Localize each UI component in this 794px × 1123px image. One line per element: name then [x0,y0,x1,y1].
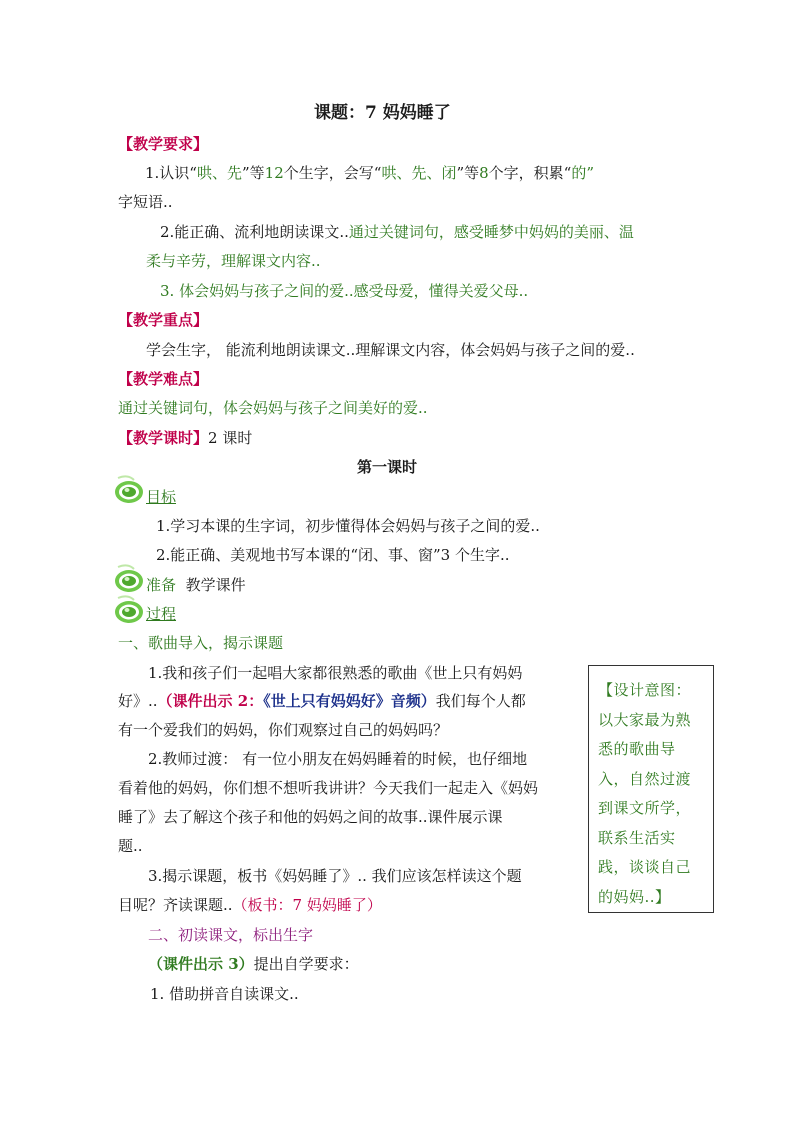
leaf-icon [112,474,146,506]
lesson-heading: 第一课时 [357,458,418,476]
s1-p2d: 题.. [118,837,143,855]
text: 提出自学要求： [253,955,359,973]
requirement-2 [160,222,634,242]
design-intent-text: 【设计意图：以大家最为熟悉的歌曲导入，自然过渡到课文所学，联系生活实践，谈谈自己的妈妈..】 [598,681,692,906]
section-1-heading: 一、歌曲导入，揭示课题 [118,634,284,652]
text: 的 [571,164,587,182]
preparation-value: 教学课件 [185,576,246,594]
text: 2.能正确、流利地朗读课文.. [160,223,349,241]
text: 1.认识“ [145,164,197,182]
s2-show [148,954,359,974]
text: （板书：7 妈妈睡了） [232,896,382,914]
class-hours [118,428,252,448]
goal-label: 目标 [146,488,177,506]
text: 12 [264,164,284,182]
requirement-2-cont: 柔与辛劳，理解课文内容.. [146,252,321,270]
text: 通过关键词句，感受睡梦中妈妈的美丽、温 [348,223,634,241]
s1-p3a: 3.揭示课题，板书《妈妈睡了》.. 我们应该怎样读这个题 [148,867,522,885]
section-heading-difficulties: 【教学难点】 [118,370,209,388]
section-heading-key-points: 【教学重点】 [118,311,209,329]
text: ”等 [456,164,480,182]
text: 好》.. [118,692,158,710]
text: 个生字，会写“ [283,164,382,182]
goal-1: 1.学习本课的生字词，初步懂得体会妈妈与孩子之间的爱.. [156,517,540,535]
process-label: 过程 [146,605,177,623]
requirement-1 [145,163,594,183]
text: 哄、先 [196,164,242,182]
design-intent-box [588,665,714,913]
section-2-heading: 二、初读课文，标出生字 [148,926,314,944]
text: ” [586,164,595,182]
s1-p1-line2 [118,691,526,711]
text: （课件出示 2： [157,692,264,710]
s1-p1a: 1.我和孩子们一起唱大家都很熟悉的歌曲《世上只有妈妈 [148,664,523,682]
class-hours-value: 2 课时 [208,429,253,447]
s1-p2a: 2.教师过渡： 有一位小朋友在妈妈睡着的时候，也仔细地 [148,750,528,768]
text: （课件出示 3） [148,955,254,973]
s1-p2b: 看着他的妈妈，你们想不想听我讲讲？今天我们一起走入《妈妈 [118,779,539,797]
text: 我们每个人都 [435,692,526,710]
s2-item1: 1. 借助拼音自读课文.. [150,985,299,1003]
class-hours-heading: 【教学课时】 [118,429,209,447]
requirement-3: 3. 体会妈妈与孩子之间的爱..感受母爱，懂得关爱父母.. [160,282,529,300]
preparation-label: 准备 [146,576,177,594]
key-points-text: 学会生字， 能流利地朗读课文..理解课文内容，体会妈妈与孩子之间的爱.. [146,341,635,359]
text: 8 [479,164,489,182]
s1-p2c: 睡了》去了解这个孩子和他的妈妈之间的故事..课件展示课 [118,808,503,826]
requirement-1-cont: 字短语.. [118,193,173,211]
text: 《世上只有妈妈好》音频） [263,692,436,710]
leaf-icon [112,563,146,595]
text: 个字，积累“ [488,164,572,182]
s1-p1f: 有一个爱我们的妈妈，你们观察过自己的妈妈吗？ [118,721,449,739]
s1-p3-line2 [118,895,382,915]
preparation [146,575,246,595]
goal-2: 2.能正确、美观地书写本课的“闭、事、窗”3 个生字.. [156,546,510,564]
text: ”等 [242,164,265,182]
page-title: 课题：7 妈妈睡了 [314,103,451,123]
section-heading-requirements: 【教学要求】 [118,135,209,153]
text: 目呢？齐读课题.. [118,896,233,914]
leaf-icon [112,594,146,626]
difficulties-text: 通过关键词句，体会妈妈与孩子之间美好的爱.. [118,399,428,417]
text: 哄、先、闭 [381,164,457,182]
